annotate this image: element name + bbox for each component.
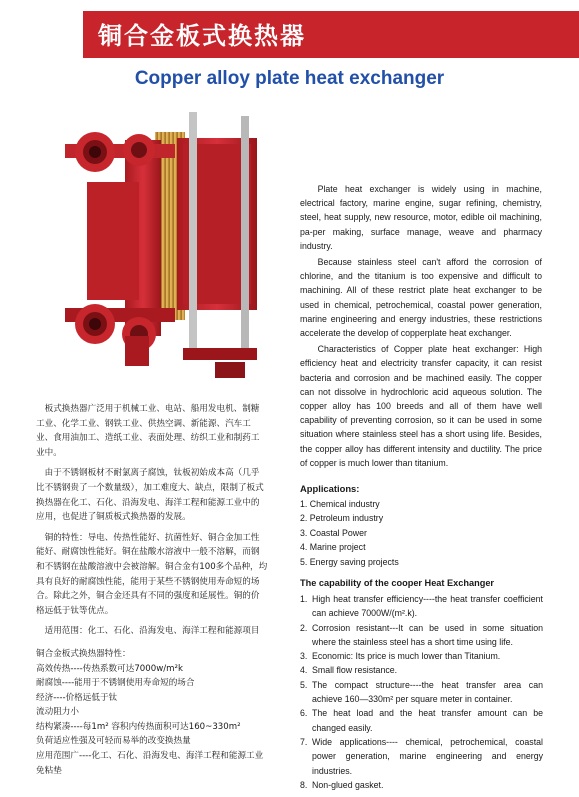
list-item: [300, 592, 543, 621]
list-item: [300, 621, 543, 650]
cn-feature-item: 负荷适应性强及可轻而易举的改变换热量: [36, 736, 191, 747]
en-paragraph-2: Because stainless steel can't afford the corrosion of chlorine, and the titanium is too expensive and difficult to machining. All of these restrict plate heat exchanger to be used in chemical, petrochemical, coastal power generation, marine engineering and energy industries, these restrictions accelerate the develop of copperplate heat exchanger.: [300, 257, 542, 339]
item-text: Small flow resistance.: [312, 665, 398, 676]
applications-heading: Applications:: [300, 483, 360, 494]
list-item: [300, 778, 543, 792]
capability-list: [300, 592, 543, 792]
item-text: Wide applications---- chemical, petrochemical, coastal power generation, marine engineering and energy industries.: [312, 736, 543, 776]
list-item: [300, 706, 543, 735]
list-item: [300, 649, 543, 663]
item-text: Economic: Its price is much lower than Titanium.: [312, 651, 501, 662]
cn-feature-item: 流动阻力小: [36, 707, 79, 718]
list-item: 1. Chemical industry: [300, 499, 380, 509]
item-number: 2.: [300, 622, 308, 633]
item-text: Corrosion resistant---It can be used in some situation where the stainless steel has a short time using life.: [312, 622, 543, 647]
cn-feature-item: 耐腐蚀----能用于不锈钢使用寿命短的场合: [36, 678, 195, 689]
item-text: The heat load and the heat transfer amount can be changed easily.: [312, 708, 543, 733]
cn-feature-item: 高效传热----传热系数可达7000w/m²k: [36, 663, 183, 674]
item-number: 1.: [300, 594, 308, 604]
cn-features-title: 铜合金板式换热器特性：: [36, 648, 131, 659]
cn-paragraph-3: 铜的特性：导电、传热性能好、抗菌性好、铜合金加工性能好、耐腐蚀性能好。铜在盐酸水溶液中一般不溶解，而钢和不锈钢在盐酸溶液中会被溶解。铜合金有100多个品种，均具有良好的耐腐蚀性能，能用于某些不锈钢使用寿命短的场合。除此之外，铜合金还具有不同的强度和延展性。铜的价格远低于钛等优点。: [36, 532, 268, 616]
list-item: [300, 663, 543, 677]
item-number: 7.: [300, 736, 308, 747]
chinese-text-column: [36, 402, 268, 778]
cn-paragraph-1: 板式换热器广泛用于机械工业、电站、船用发电机、制糖工业、化学工业、钢铁工业、供热空调、新能源、汽车工业、食用油加工、造纸工业、表面处理、纺织工业和制药工业中。: [36, 404, 260, 458]
list-item: 2. Petroleum industry: [300, 513, 384, 524]
cn-feature-item: 结构紧凑----每1m² 容积内传热面积可达160~330m²: [36, 721, 241, 732]
cn-feature-item: 应用范围广----化工、石化、沿海发电、海洋工程和能源工业: [36, 751, 264, 762]
applications-list: [300, 497, 399, 569]
item-number: 3.: [300, 651, 308, 662]
page-title-en: Copper alloy plate heat exchanger: [134, 68, 445, 89]
en-paragraph-3: Characteristics of Copper plate heat exchanger: High efficiency heat and electricity transfer capacity, it can resist bacteria and corrosion and be machined easily. The copper can not dissolve in hydrochloric acid aqueous solution. The copper alloy has 100 breeds and all of them have well capability of preventing corrosion, so it can be used in some situation where stainless steel has a short using life. Besides, the copper alloy has different intensity and ductility. The price of copper is much lower than titanium.: [300, 344, 542, 468]
cn-paragraph-2: 由于不锈钢板材不耐氯离子腐蚀，钛板初始成本高（几乎比不锈钢贵了一个数量级），加工难度大、缺点，限制了板式换热器在化工、石化、沿海发电、海洋工程和能源工业中的应用，也促进了铜质板式换热器的发展。: [36, 468, 264, 523]
item-number: 6.: [300, 708, 308, 719]
list-item: [300, 735, 543, 778]
list-item: 3. Coastal Power: [300, 527, 367, 538]
page-title-cn: 铜合金板式换热器: [98, 22, 306, 50]
item-text: High heat transfer efficiency----the heat transfer coefficient can achieve 7000W/(m².k).: [312, 594, 543, 619]
item-number: 4.: [300, 665, 308, 676]
list-item: 5. Energy saving projects: [300, 556, 399, 567]
en-paragraph-1: Plate heat exchanger is widely using in machine, electrical factory, marine engine, sugar refining, chemistry, steel, heat supply, new resource, motor, edible oil machining, pa-per making, surface manage, weave and pharmacy industry.: [300, 184, 542, 251]
item-number: 5.: [300, 679, 308, 690]
item-text: The compact structure----the heat transfer area can achieve 160—330m² per square meter in container.: [312, 679, 543, 705]
cn-paragraph-scope: 适用范围：化工、石化、沿海发电、海洋工程和能源项目: [44, 626, 260, 637]
capability-heading: The capability of the cooper Heat Exchanger: [300, 578, 495, 588]
item-number: 8.: [300, 779, 308, 790]
heat-exchanger-photo: [65, 112, 265, 382]
cn-feature-item: 免粘垫: [36, 765, 62, 776]
english-text-column: [300, 182, 542, 470]
list-item: 4. Marine project: [300, 542, 366, 553]
list-item: [300, 678, 543, 707]
cn-feature-item: 经济----价格远低于钛: [36, 692, 118, 703]
item-text: Non-glued gasket.: [312, 779, 384, 790]
